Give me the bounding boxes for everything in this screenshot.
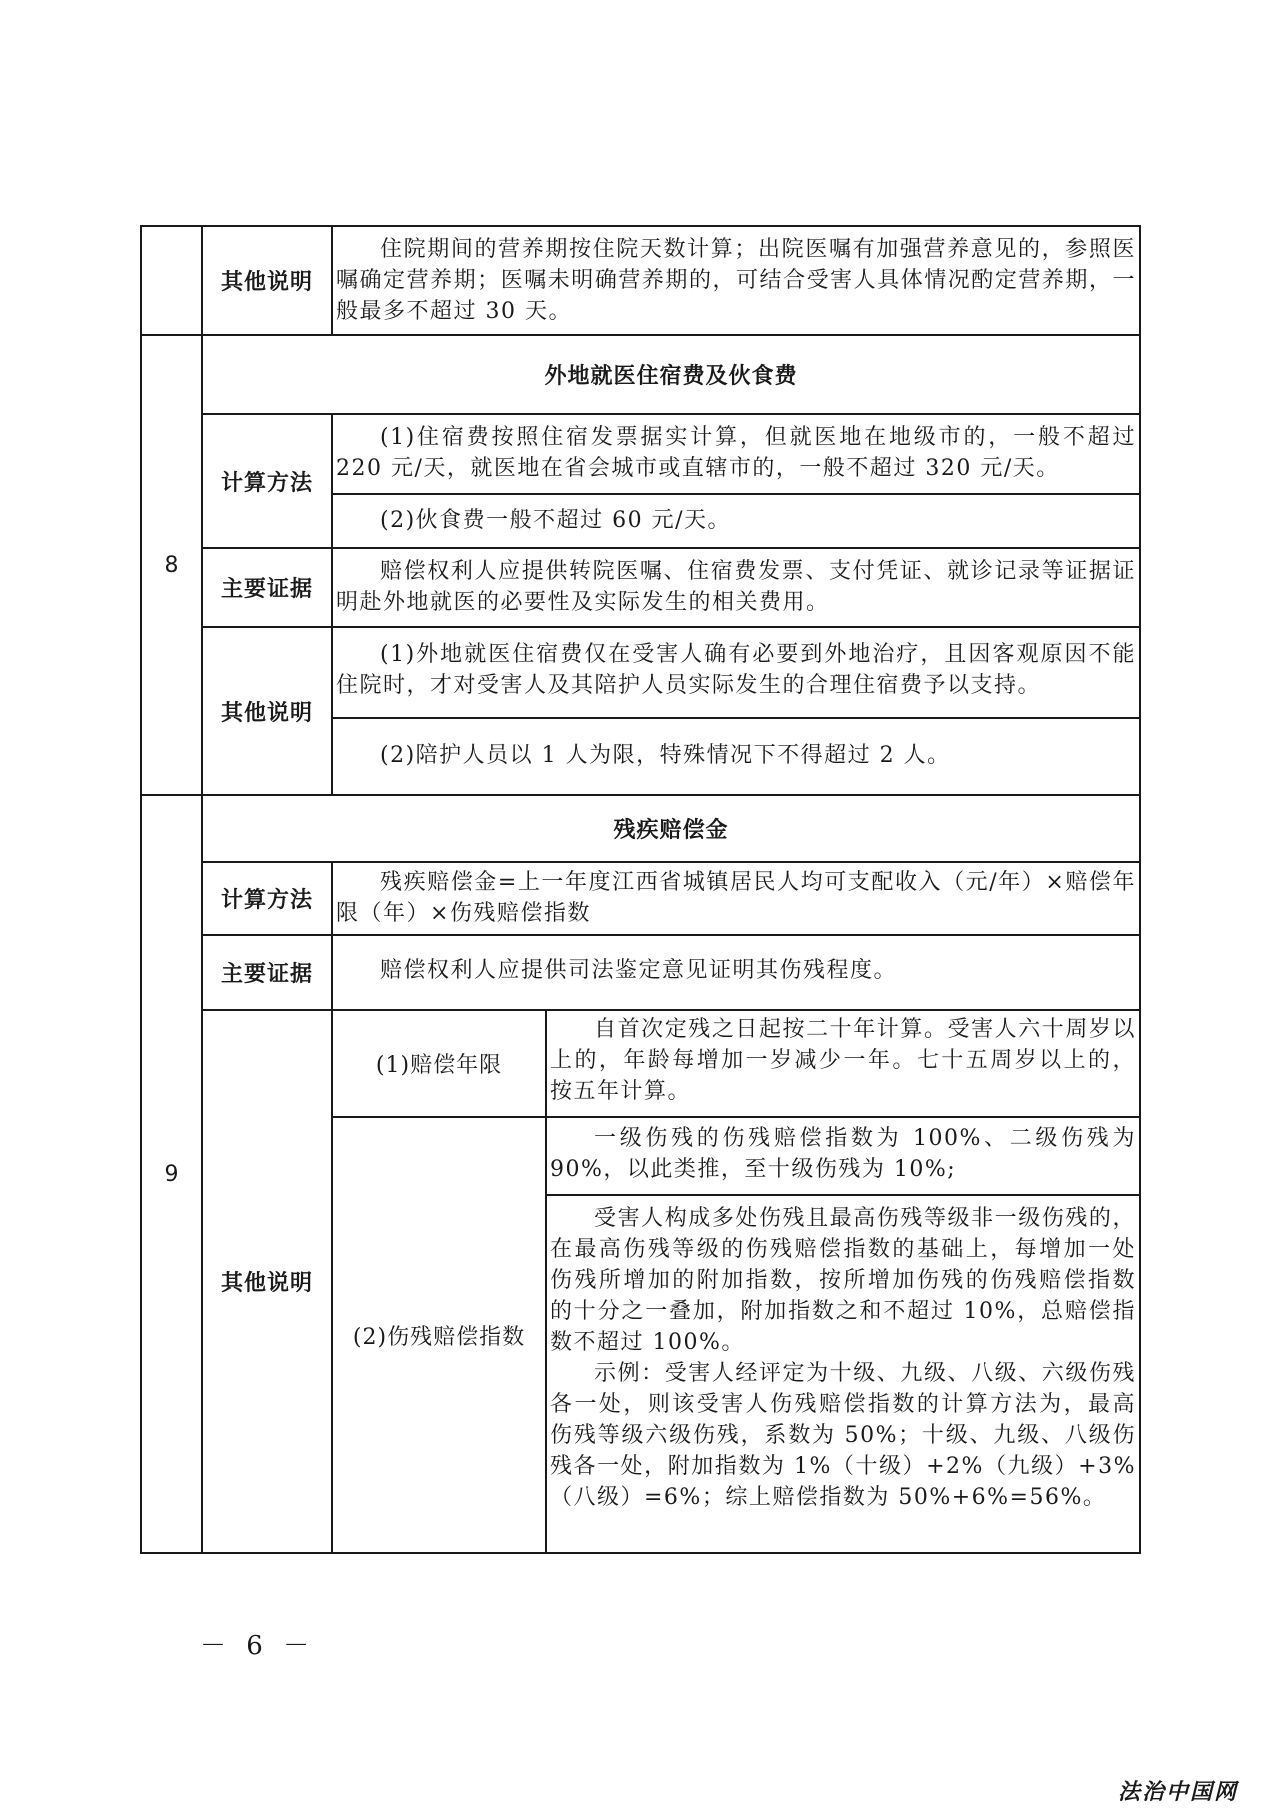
item-8-number: 8: [164, 552, 179, 578]
item-9-calc: [332, 862, 1140, 935]
top-notes-paragraph: 住院期间的营养期按住院天数计算；出院医嘱有加强营养意见的，参照医嘱确定营养期；医嘱未明确营养期的，可结合受害人具体情况酌定营养期，一般最多不超过 30 天。: [336, 237, 1136, 324]
item-8-evidence-label: 主要证据: [220, 577, 313, 602]
watermark-logo: 法治中国网: [1118, 1780, 1239, 1805]
item-8-calc-2-paragraph: (2)伙食费一般不超过 60 元/天。: [380, 508, 732, 533]
item-9-calc-label: 计算方法: [220, 888, 313, 913]
page-number: － 6 －: [200, 1631, 316, 1661]
item-8-note-2-paragraph: (2)陪护人员以 1 人为限，特殊情况下不得超过 2 人。: [380, 743, 951, 768]
item-8-title: 外地就医住宿费及伙食费: [544, 364, 798, 389]
top-notes-label: 其他说明: [220, 270, 313, 295]
item-8-note-1: [332, 627, 1140, 718]
item-8-evidence: [332, 548, 1140, 627]
item-9-evidence-paragraph: 赔偿权利人应提供司法鉴定意见证明其伤残程度。: [380, 958, 898, 983]
item-9-sub1-paragraph: 自首次定残之日起按二十年计算。受害人六十周岁以上的，年龄每增加一岁减少一年。七十五周岁以上的，按五年计算。: [550, 1017, 1136, 1104]
item-9-sub2-text-b: [546, 1195, 1140, 1553]
item-8-note-1-paragraph: (1)外地就医住宿费仅在受害人确有必要到外地治疗，且因客观原因不能住院时，才对受害人及其陪护人员实际发生的合理住宿费予以支持。: [336, 642, 1136, 698]
item-9-evidence-label: 主要证据: [220, 962, 313, 987]
item-9-sub2-a-paragraph: 一级伤残的伤残赔偿指数为 100%、二级伤残为 90%，以此类推，至十级伤残为 10%;: [550, 1126, 1136, 1182]
item-9-sub2-b-paragraph: 受害人构成多处伤残且最高伤残等级非一级伤残的，在最高伤残等级的伤残赔偿指数的基础上，每增加一处伤残所增加的附加指数，按所增加伤残的伤残赔偿指数的十分之一叠加，附加指数之和不超过 10%，总赔偿指数不超过 100%。: [550, 1206, 1136, 1355]
item-8-notes-label: 其他说明: [220, 700, 313, 726]
item-8-calc-2: [332, 494, 1140, 548]
top-notes-text: [332, 226, 1140, 335]
item-9-notes-label: 其他说明: [220, 1271, 313, 1296]
item-9-title: 残疾赔偿金: [613, 818, 729, 843]
item-8-evidence-paragraph: 赔偿权利人应提供转院医嘱、住宿费发票、支付凭证、就诊记录等证据证明赴外地就医的必要性及实际发生的相关费用。: [336, 559, 1136, 615]
item-9-evidence: [332, 935, 1140, 1010]
item-8-calc-label: 计算方法: [220, 470, 313, 496]
item-9-sub1-text: [546, 1010, 1140, 1117]
item-9-sub1-label: (1)赔偿年限: [375, 1053, 503, 1078]
item-8-calc-1-paragraph: (1)住宿费按照住宿发票据实计算，但就医地在地级市的，一般不超过 220 元/天，就医地在省会城市或直辖市的，一般不超过 320 元/天。: [336, 425, 1136, 481]
item-9-number: 9: [164, 1161, 179, 1187]
item-9-calc-paragraph: 残疾赔偿金=上一年度江西省城镇居民人均可支配收入（元/年）×赔偿年限（年）×伤残赔偿指数: [336, 870, 1136, 926]
item-8-calc-1: [332, 414, 1140, 494]
item-9-sub2-label: (2)伤残赔偿指数: [352, 1324, 526, 1350]
item-9-sub2-text-a: [546, 1117, 1140, 1195]
item-8-note-2: [332, 718, 1140, 795]
item-9-sub2-c-paragraph: 示例：受害人经评定为十级、九级、八级、六级伤残各一处，则该受害人伤残赔偿指数的计算方法为，最高伤残等级六级伤残，系数为 50%；十级、九级、八级伤残各一处，附加指数为 1%（十级）+2%（九级）+3%（八级）=6%；综上赔偿指数为 50%+6%=56%。: [550, 1361, 1136, 1510]
